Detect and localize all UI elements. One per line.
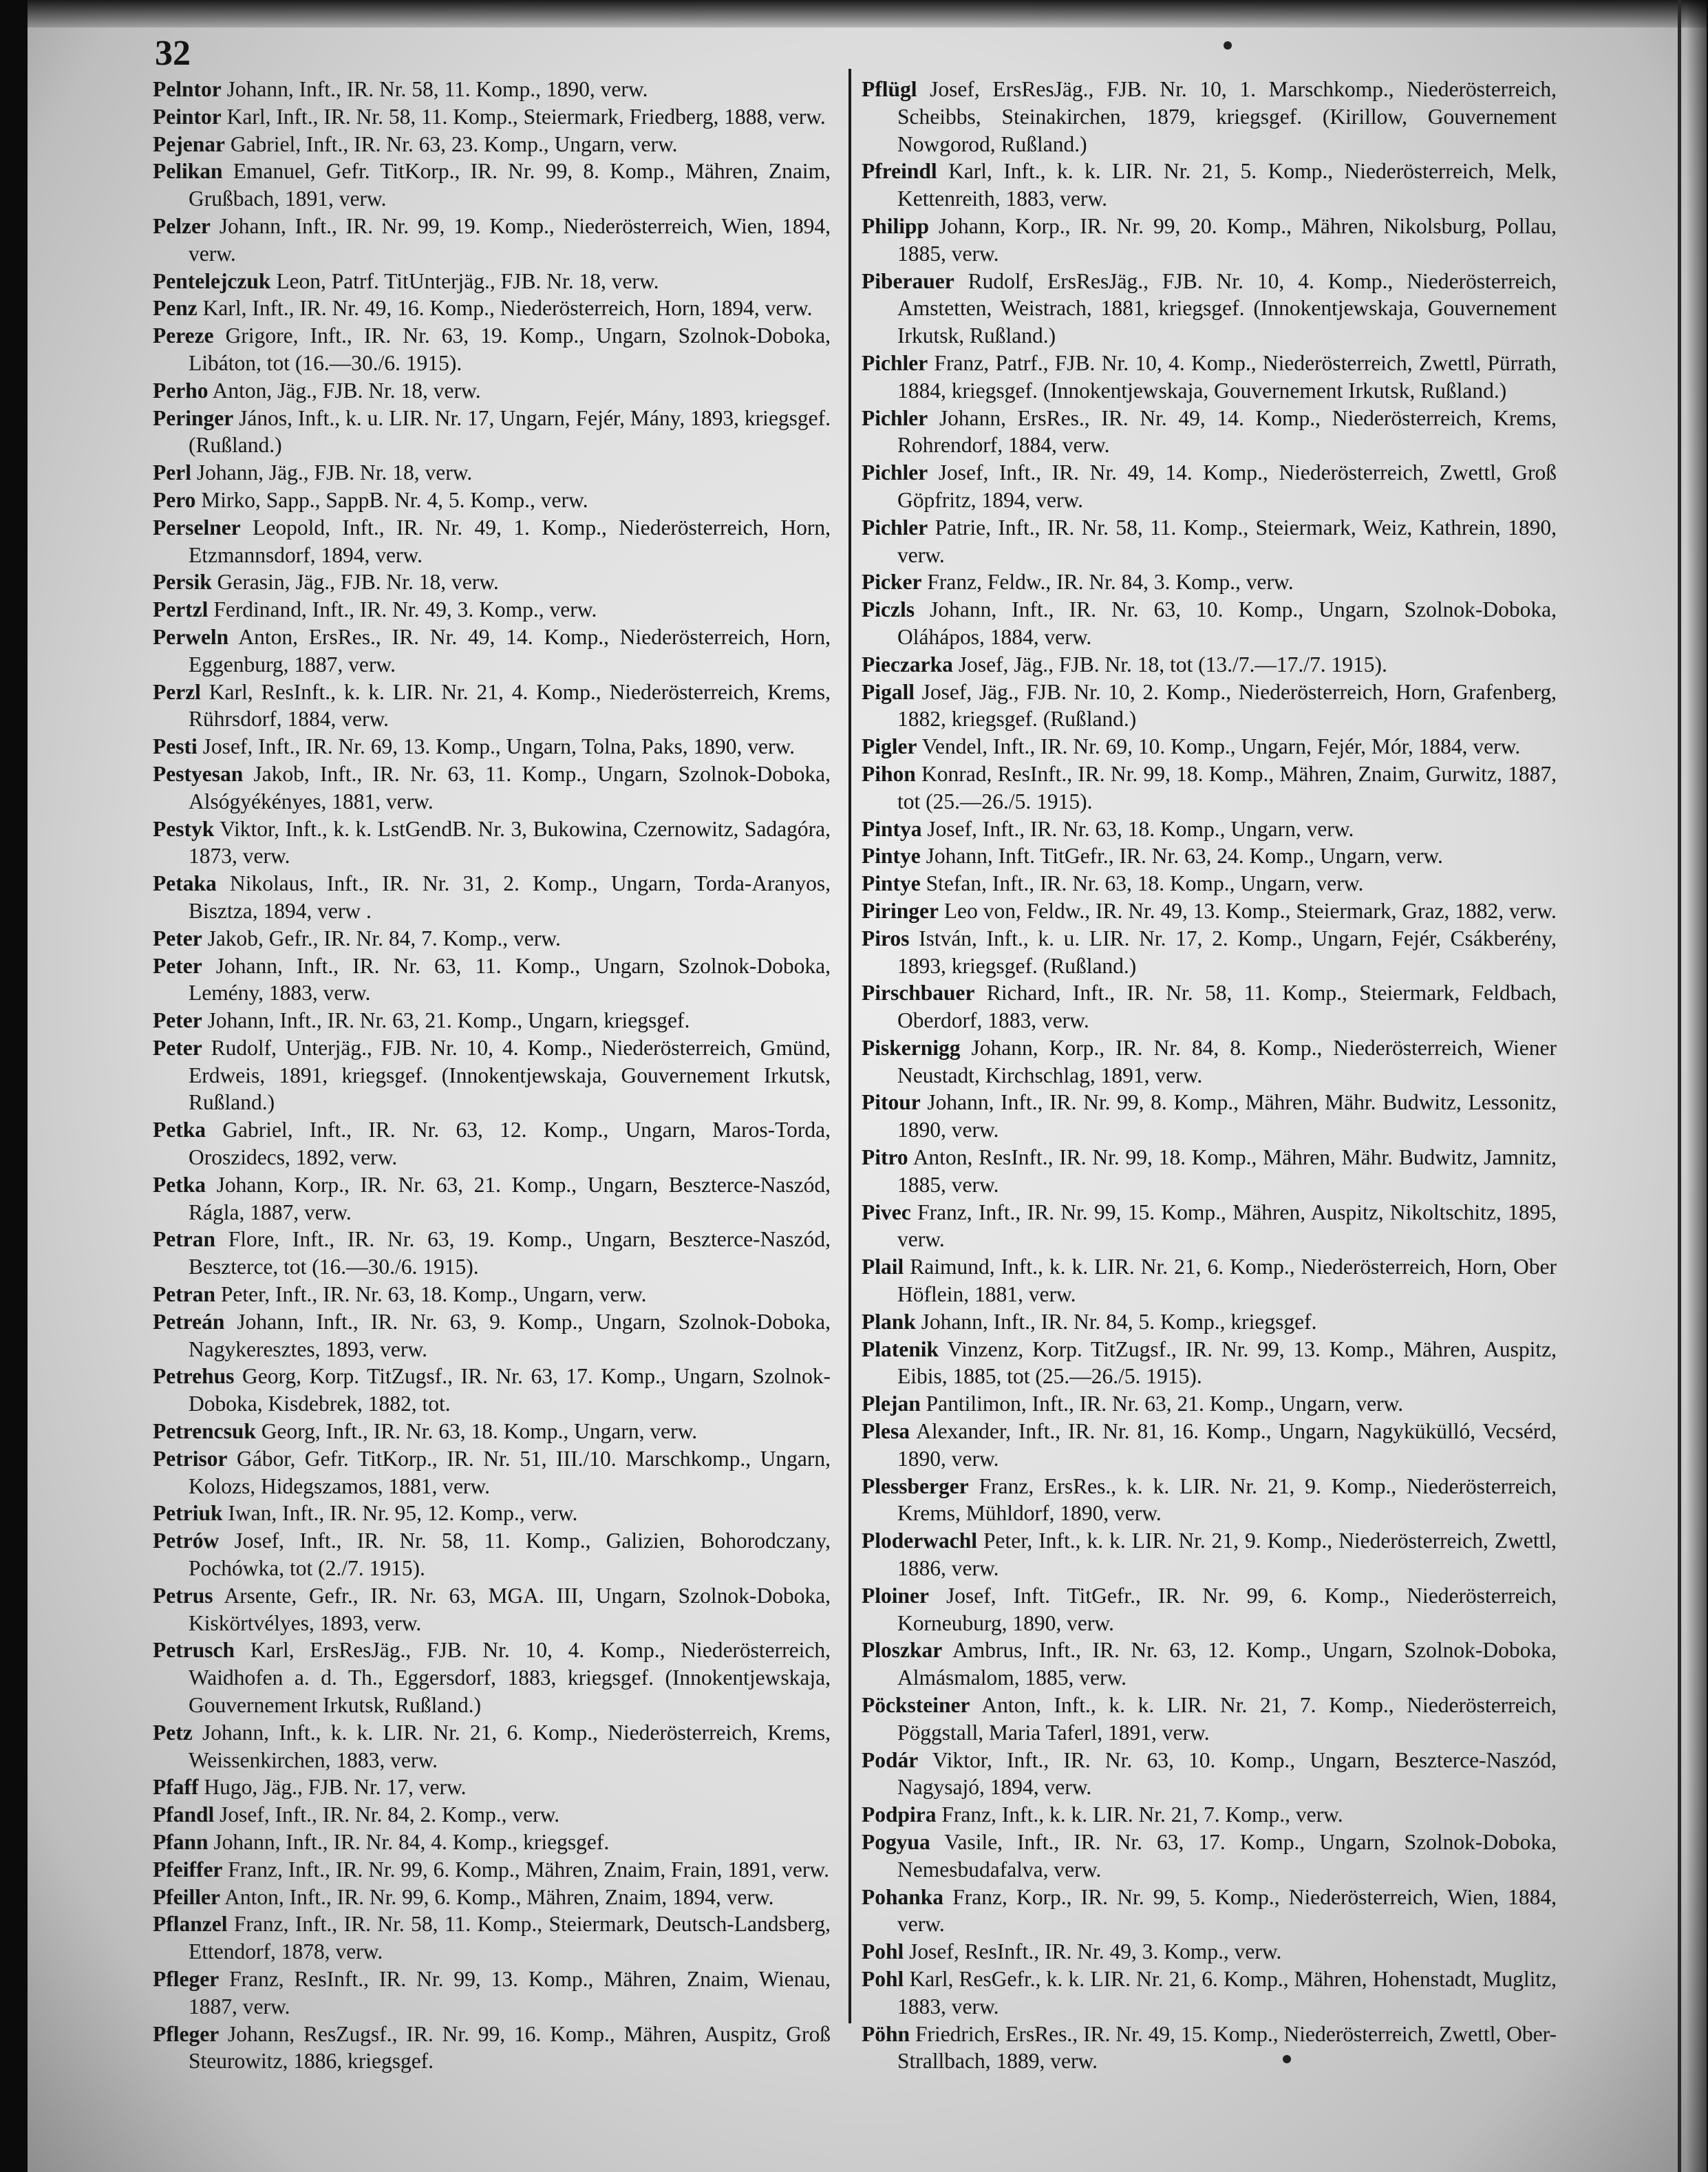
list-item	[862, 158, 1557, 213]
entry-details: Johann, ErsRes., IR. Nr. 49, 14. Komp., Niederösterreich, Krems, Rohrendorf, 1884, verw.	[897, 405, 1557, 458]
entry-details: Johann, Korp., IR. Nr. 99, 20. Komp., Mähren, Nikolsburg, Pollau, 1885, verw.	[897, 213, 1557, 266]
entry-surname: Pfandl	[153, 1802, 215, 1827]
entry-surname: Plejan	[862, 1392, 921, 1416]
entry-details: Johann, Inft. TitGefr., IR. Nr. 63, 24. Komp., Ungarn, verw.	[926, 844, 1443, 869]
entry-surname: Peringer	[153, 405, 234, 430]
entry-details: Stefan, Inft., IR. Nr. 63, 18. Komp., Ungarn, verw.	[926, 871, 1364, 896]
entry-surname: Pfleger	[153, 2021, 220, 2046]
list-item	[862, 1801, 1557, 1829]
entry-details: Gabriel, Inft., IR. Nr. 63, 12. Komp., Ungarn, Maros-Torda, Oroszidecs, 1892, verw.	[189, 1118, 831, 1170]
entry-surname: Peter	[153, 953, 202, 978]
list-item	[153, 1966, 831, 2021]
entry-details: Johann, Inft., IR. Nr. 99, 19. Komp., Niederösterreich, Wien, 1894, verw.	[189, 213, 831, 266]
entry-surname: Pihon	[862, 761, 916, 786]
list-item	[153, 733, 831, 760]
left-column	[153, 76, 831, 2075]
entry-surname: Pestyesan	[153, 761, 244, 786]
entry-surname: Plessberger	[862, 1473, 969, 1498]
list-item	[153, 1527, 831, 1582]
list-item	[862, 568, 1557, 596]
entry-details: Rudolf, ErsResJäg., FJB. Nr. 10, 4. Komp., Niederösterreich, Amstetten, Weistrach, 1881, kriegsgef. (Innokentjewskaja, Gouvernement Irkutsk, Rußland.)	[897, 268, 1557, 348]
entry-details: Johann, Jäg., FJB. Nr. 18, verw.	[196, 460, 473, 485]
entry-details: Leopold, Inft., IR. Nr. 49, 1. Komp., Niederösterreich, Horn, Etzmannsdorf, 1894, verw.	[189, 515, 831, 567]
entry-surname: Podár	[862, 1747, 919, 1772]
entry-surname: Peter	[153, 1035, 202, 1060]
entry-details: Karl, ResGefr., k. k. LIR. Nr. 21, 6. Komp., Mähren, Hohenstadt, Muglitz, 1883, verw.	[897, 1966, 1557, 2019]
entry-details: Karl, ErsResJäg., FJB. Nr. 10, 4. Komp., Niederösterreich, Waidhofen a. d. Th., Eggersdorf, 1883, kriegsgef. (Innokentjewskaja, Gouvernement Irkutsk, Rußland.)	[189, 1638, 831, 1718]
entry-surname: Pintye	[862, 871, 921, 896]
entry-details: Karl, Inft., k. k. LIR. Nr. 21, 5. Komp., Niederösterreich, Melk, Kettenreith, 1883, verw.	[897, 159, 1557, 211]
list-item	[862, 514, 1557, 569]
entry-surname: Peintor	[153, 104, 222, 129]
list-item	[153, 131, 831, 158]
list-item	[153, 1856, 831, 1884]
entry-details: István, Inft., k. u. LIR. Nr. 17, 2. Komp., Ungarn, Fejér, Csákberény, 1893, kriegsgef. (Rußland.)	[897, 926, 1557, 978]
list-item	[862, 870, 1557, 897]
list-item	[153, 870, 831, 925]
entry-surname: Pichler	[862, 405, 928, 430]
list-item	[153, 103, 831, 131]
list-item	[862, 1637, 1557, 1692]
entry-surname: Pelntor	[153, 77, 222, 101]
entry-details: Alexander, Inft., IR. Nr. 81, 16. Komp., Ungarn, Nagykükülló, Vecsérd, 1890, verw.	[897, 1419, 1557, 1471]
entry-details: Rudolf, Unterjäg., FJB. Nr. 10, 4. Komp., Niederösterreich, Gmünd, Erdweis, 1891, kriegsgef. (Innokentjewskaja, Gouvernement Irkutsk, Rußland.)	[189, 1035, 831, 1115]
entry-surname: Persik	[153, 570, 212, 595]
entry-surname: Pentelejczuk	[153, 268, 271, 293]
entry-surname: Piczls	[862, 597, 915, 622]
entry-surname: Petka	[153, 1172, 206, 1197]
list-item	[153, 1308, 831, 1363]
list-item	[153, 816, 831, 871]
entry-surname: Plail	[862, 1255, 904, 1279]
entry-surname: Pfann	[153, 1830, 209, 1854]
entry-details: Pantilimon, Inft., IR. Nr. 63, 21. Komp., Ungarn, verw.	[926, 1392, 1404, 1416]
entry-surname: Petka	[153, 1118, 206, 1142]
entry-surname: Petrehus	[153, 1364, 235, 1389]
list-item	[153, 2021, 831, 2076]
list-item	[862, 2021, 1557, 2076]
entry-surname: Petrencsuk	[153, 1419, 256, 1444]
list-item	[153, 295, 831, 322]
entry-details: Franz, ResInft., IR. Nr. 99, 13. Komp., Mähren, Znaim, Wienau, 1887, verw.	[189, 1966, 831, 2019]
entry-surname: Pitro	[862, 1145, 908, 1170]
list-item	[862, 596, 1557, 651]
entry-surname: Plank	[862, 1309, 916, 1334]
entry-details: Ferdinand, Inft., IR. Nr. 49, 3. Komp., verw.	[213, 597, 597, 622]
entry-details: Johann, Inft., k. k. LIR. Nr. 21, 6. Komp., Niederösterreich, Krems, Weissenkirchen, 1883, verw.	[189, 1720, 831, 1772]
list-item	[153, 158, 831, 213]
entry-surname: Pohanka	[862, 1884, 944, 1909]
entry-details: Johann, Inft., IR. Nr. 63, 9. Komp., Ungarn, Szolnok-Doboka, Nagykeresztes, 1893, verw.	[189, 1309, 831, 1361]
list-item	[153, 1774, 831, 1801]
list-item	[153, 1500, 831, 1527]
entry-surname: Petrus	[153, 1583, 213, 1608]
entry-details: Anton, Inft., k. k. LIR. Nr. 21, 7. Komp., Niederösterreich, Pöggstall, Maria Taferl, 1891, verw.	[897, 1693, 1557, 1745]
list-item	[862, 1473, 1557, 1528]
list-item	[153, 322, 831, 377]
entry-details: Richard, Inft., IR. Nr. 58, 11. Komp., Steiermark, Feldbach, Oberdorf, 1883, verw.	[897, 981, 1557, 1033]
entry-surname: Pigall	[862, 679, 915, 704]
list-item	[153, 405, 831, 460]
list-item	[862, 842, 1557, 870]
entry-details: Vasile, Inft., IR. Nr. 63, 17. Komp., Ungarn, Szolnok-Doboka, Nemesbudafalva, verw.	[897, 1830, 1557, 1882]
list-item	[153, 1445, 831, 1500]
page-top-shadow	[28, 0, 1707, 28]
entry-surname: Pitour	[862, 1090, 921, 1115]
entry-details: Franz, ErsRes., k. k. LIR. Nr. 21, 9. Komp., Niederösterreich, Krems, Mühldorf, 1890, verw.	[897, 1473, 1557, 1526]
entry-details: Flore, Inft., IR. Nr. 63, 19. Komp., Ungarn, Beszterce-Naszód, Beszterce, tot (16.—30./6. 1915).	[189, 1227, 831, 1279]
page-number: 32	[155, 34, 191, 73]
entry-surname: Piberauer	[862, 268, 954, 293]
entry-details: Josef, Inft., IR. Nr. 84, 2. Komp., verw.	[220, 1802, 560, 1827]
list-item	[862, 1692, 1557, 1747]
entry-details: Josef, Jäg., FJB. Nr. 18, tot (13./7.—17./7. 1915).	[958, 652, 1387, 677]
entry-surname: Pfreindl	[862, 159, 937, 184]
entry-surname: Penz	[153, 296, 198, 321]
list-item	[153, 679, 831, 734]
entry-surname: Piskernigg	[862, 1035, 961, 1060]
entry-details: Viktor, Inft., IR. Nr. 63, 10. Komp., Ungarn, Beszterce-Naszód, Nagysajó, 1894, verw.	[897, 1747, 1557, 1800]
list-item	[153, 1363, 831, 1418]
list-item	[153, 1582, 831, 1637]
entry-surname: Pieczarka	[862, 652, 953, 677]
list-item	[862, 1144, 1557, 1199]
entry-surname: Pintya	[862, 816, 922, 841]
list-item	[862, 733, 1557, 760]
entry-surname: Petran	[153, 1227, 215, 1252]
entry-details: Leon, Patrf. TitUnterjäg., FJB. Nr. 18, verw.	[276, 268, 659, 293]
entry-surname: Pivec	[862, 1200, 911, 1224]
entry-surname: Petran	[153, 1282, 215, 1307]
list-item	[153, 487, 831, 514]
entry-details: Johann, Inft., IR. Nr. 84, 4. Komp., kriegsgef.	[213, 1830, 610, 1854]
entry-surname: Piros	[862, 926, 910, 950]
entry-surname: Ploszkar	[862, 1638, 943, 1663]
list-item	[862, 1527, 1557, 1582]
list-item	[862, 350, 1557, 405]
list-item	[153, 1637, 831, 1718]
entry-surname: Petreán	[153, 1309, 225, 1334]
entry-details: Patrie, Inft., IR. Nr. 58, 11. Komp., Steiermark, Weiz, Kathrein, 1890, verw.	[897, 515, 1557, 567]
entry-details: Georg, Korp. TitZugsf., IR. Nr. 63, 17. Komp., Ungarn, Szolnok-Doboka, Kisdebrek, 1882, tot.	[189, 1364, 831, 1416]
entry-surname: Platenik	[862, 1337, 939, 1361]
entry-surname: Perselner	[153, 515, 241, 540]
entry-details: Franz, Inft., k. k. LIR. Nr. 21, 7. Komp., verw.	[941, 1802, 1343, 1827]
entry-details: Johann, Inft., IR. Nr. 63, 21. Komp., Ungarn, kriegsgef.	[207, 1008, 690, 1033]
entry-surname: Podpira	[862, 1802, 937, 1827]
entry-details: Anton, ResInft., IR. Nr. 99, 18. Komp., Mähren, Mähr. Budwitz, Jamnitz, 1885, verw.	[897, 1145, 1557, 1197]
entry-surname: Picker	[862, 570, 922, 595]
list-item	[153, 377, 831, 405]
list-item	[153, 213, 831, 268]
entry-details: Nikolaus, Inft., IR. Nr. 31, 2. Komp., Ungarn, Torda-Aranyos, Bisztza, 1894, verw .	[189, 871, 831, 923]
entry-details: Josef, Inft., IR. Nr. 63, 18. Komp., Ungarn, verw.	[927, 816, 1354, 841]
ink-spot	[1224, 41, 1232, 50]
entry-surname: Pfleger	[153, 1966, 220, 1991]
entry-surname: Pichler	[862, 350, 928, 375]
entry-details: Johann, Inft., IR. Nr. 63, 11. Komp., Ungarn, Szolnok-Doboka, Lemény, 1883, verw.	[189, 953, 831, 1005]
list-item	[862, 1418, 1557, 1473]
list-item	[862, 1747, 1557, 1802]
entry-details: Franz, Patrf., FJB. Nr. 10, 4. Komp., Niederösterreich, Zwettl, Pürrath, 1884, kriegsgef. (Innokentjewskaja, Gouvernement Irkutsk, Rußland.)	[897, 350, 1557, 403]
ink-spot	[1283, 2055, 1291, 2063]
entry-details: Peter, Inft., IR. Nr. 63, 18. Komp., Ungarn, verw.	[220, 1282, 647, 1307]
entry-details: Jakob, Inft., IR. Nr. 63, 11. Komp., Ungarn, Szolnok-Doboka, Alsógyékényes, 1881, verw.	[189, 761, 831, 813]
entry-surname: Pfaff	[153, 1775, 199, 1800]
entry-details: Franz, Inft., IR. Nr. 58, 11. Komp., Steiermark, Deutsch-Landsberg, Ettendorf, 1878, verw.	[189, 1912, 831, 1964]
entry-details: Johann, Inft., IR. Nr. 99, 8. Komp., Mähren, Mähr. Budwitz, Lessonitz, 1890, verw.	[897, 1090, 1557, 1142]
entry-details: Johann, ResZugsf., IR. Nr. 99, 16. Komp., Mähren, Auspitz, Groß Steurowitz, 1886, kriegsgef.	[189, 2021, 831, 2074]
entry-surname: Pöhn	[862, 2021, 910, 2046]
entry-surname: Pohl	[862, 1966, 904, 1991]
book-page	[28, 0, 1707, 2172]
entry-details: Josef, Inft. TitGefr., IR. Nr. 99, 6. Komp., Niederösterreich, Korneuburg, 1890, verw.	[897, 1583, 1557, 1635]
list-item	[153, 1801, 831, 1829]
list-item	[153, 1910, 831, 1966]
entry-details: Josef, Inft., IR. Nr. 69, 13. Komp., Ungarn, Tolna, Paks, 1890, verw.	[202, 734, 796, 759]
entry-surname: Perl	[153, 460, 191, 485]
entry-surname: Ploiner	[862, 1583, 929, 1608]
entry-details: Vinzenz, Korp. TitZugsf., IR. Nr. 99, 13. Komp., Mähren, Auspitz, Eibis, 1885, tot (25.—26./5. 1915).	[897, 1337, 1557, 1389]
list-item	[153, 1829, 831, 1856]
list-item	[862, 651, 1557, 679]
list-item	[153, 568, 831, 596]
list-item	[862, 1089, 1557, 1144]
entry-details: Karl, ResInft., k. k. LIR. Nr. 21, 4. Komp., Niederösterreich, Krems, Rührsdorf, 1884, verw.	[189, 679, 831, 732]
entry-surname: Pertzl	[153, 597, 209, 622]
entry-surname: Pichler	[862, 515, 928, 540]
entry-details: Johann, Inft., IR. Nr. 58, 11. Komp., 1890, verw.	[226, 77, 648, 101]
entry-surname: Pfeiller	[153, 1884, 220, 1909]
entry-surname: Pöcksteiner	[862, 1693, 970, 1718]
entry-surname: Plesa	[862, 1419, 910, 1444]
entry-surname: Pirschbauer	[862, 981, 975, 1005]
entry-details: Johann, Korp., IR. Nr. 84, 8. Komp., Niederösterreich, Wiener Neustadt, Kirchschlag, 1891, verw.	[897, 1035, 1557, 1087]
list-item	[862, 1884, 1557, 1939]
entry-details: Gerasin, Jäg., FJB. Nr. 18, verw.	[217, 570, 499, 595]
entry-surname: Pichler	[862, 460, 928, 485]
list-item	[862, 1582, 1557, 1637]
entry-surname: Pejenar	[153, 131, 225, 156]
entry-details: Grigore, Inft., IR. Nr. 63, 19. Komp., Ungarn, Szolnok-Doboka, Libáton, tot (16.—30./6. 1915).	[189, 323, 831, 375]
list-item	[153, 76, 831, 103]
list-item	[153, 1884, 831, 1911]
entry-details: Vendel, Inft., IR. Nr. 69, 10. Komp., Ungarn, Fejér, Mór, 1884, verw.	[921, 734, 1521, 759]
entry-details: Viktor, Inft., k. k. LstGendB. Nr. 3, Bukowina, Czernowitz, Sadagóra, 1873, verw.	[189, 816, 831, 869]
entry-details: Josef, Jäg., FJB. Nr. 10, 2. Komp., Niederösterreich, Horn, Grafenberg, 1882, kriegsgef. (Rußland.)	[897, 679, 1557, 732]
entry-surname: Pigler	[862, 734, 917, 759]
list-item	[153, 1116, 831, 1171]
entry-details: Franz, Inft., IR. Nr. 99, 6. Komp., Mähren, Znaim, Frain, 1891, verw.	[228, 1857, 829, 1882]
list-item	[153, 925, 831, 952]
entry-surname: Ploderwachl	[862, 1529, 977, 1553]
entry-surname: Pestyk	[153, 816, 215, 841]
list-item	[153, 268, 831, 295]
entry-details: Leo von, Feldw., IR. Nr. 49, 13. Komp., Steiermark, Graz, 1882, verw.	[943, 898, 1557, 923]
entry-details: Anton, ErsRes., IR. Nr. 49, 14. Komp., Niederösterreich, Horn, Eggenburg, 1887, verw.	[189, 624, 831, 677]
entry-surname: Peter	[153, 1008, 202, 1033]
list-item	[153, 1034, 831, 1116]
entry-surname: Peter	[153, 926, 202, 950]
list-item	[153, 1281, 831, 1308]
entry-details: Josef, Inft., IR. Nr. 49, 14. Komp., Niederösterreich, Zwettl, Groß Göpfritz, 1894, verw.	[897, 460, 1557, 512]
entry-surname: Pelikan	[153, 159, 223, 184]
list-item	[153, 1418, 831, 1445]
entry-surname: Pintye	[862, 844, 921, 869]
list-item	[862, 1308, 1557, 1336]
list-item	[153, 760, 831, 816]
list-item	[862, 1336, 1557, 1391]
list-item	[862, 925, 1557, 980]
list-item	[862, 1253, 1557, 1308]
list-item	[153, 1226, 831, 1281]
entry-details: János, Inft., k. u. LIR. Nr. 17, Ungarn, Fejér, Mány, 1893, kriegsgef. (Rußland.)	[189, 405, 831, 458]
entry-details: Karl, Inft., IR. Nr. 49, 16. Komp., Niederösterreich, Horn, 1894, verw.	[202, 296, 813, 321]
entry-details: Josef, Inft., IR. Nr. 58, 11. Komp., Galizien, Bohorodczany, Pochówka, tot (2./7. 1915).	[189, 1529, 831, 1581]
entry-details: Georg, Inft., IR. Nr. 63, 18. Komp., Ungarn, verw.	[261, 1419, 698, 1444]
entry-surname: Perweln	[153, 624, 229, 649]
list-item	[862, 979, 1557, 1034]
list-item	[153, 952, 831, 1008]
entry-surname: Petz	[153, 1720, 193, 1745]
entry-surname: Pesti	[153, 734, 198, 759]
entry-details: Iwan, Inft., IR. Nr. 95, 12. Komp., verw.	[228, 1501, 578, 1526]
list-item	[153, 624, 831, 679]
entry-surname: Philipp	[862, 213, 930, 238]
list-item	[862, 459, 1557, 514]
entry-details: Arsente, Gefr., IR. Nr. 63, MGA. III, Ungarn, Szolnok-Doboka, Kiskörtvélyes, 1893, verw.	[189, 1583, 831, 1635]
list-item	[153, 1007, 831, 1034]
entry-details: Hugo, Jäg., FJB. Nr. 17, verw.	[204, 1775, 467, 1800]
entry-details: Raimund, Inft., k. k. LIR. Nr. 21, 6. Komp., Niederösterreich, Horn, Ober Höflein, 1881, verw.	[897, 1255, 1557, 1307]
entry-details: Gabriel, Inft., IR. Nr. 63, 23. Komp., Ungarn, verw.	[230, 131, 678, 156]
entry-details: Franz, Korp., IR. Nr. 99, 5. Komp., Niederösterreich, Wien, 1884, verw.	[897, 1884, 1557, 1937]
list-item	[862, 213, 1557, 268]
entry-details: Johann, Inft., IR. Nr. 84, 5. Komp., kriegsgef.	[921, 1309, 1317, 1334]
list-item	[153, 1719, 831, 1774]
page-edge-line	[1678, 0, 1681, 2172]
entry-details: Johann, Inft., IR. Nr. 63, 10. Komp., Ungarn, Szolnok-Doboka, Oláhápos, 1884, verw.	[897, 597, 1557, 649]
entry-details: Peter, Inft., k. k. LIR. Nr. 21, 9. Komp., Niederösterreich, Zwettl, 1886, verw.	[897, 1529, 1557, 1581]
entry-surname: Pero	[153, 487, 196, 512]
entry-surname: Pereze	[153, 323, 214, 348]
entry-details: Anton, Inft., IR. Nr. 99, 6. Komp., Mähren, Znaim, 1894, verw.	[224, 1884, 774, 1909]
entry-details: Gábor, Gefr. TitKorp., IR. Nr. 51, III./10. Marschkomp., Ungarn, Kolozs, Hidegszamos, 1881, verw.	[189, 1446, 831, 1498]
entry-details: Anton, Jäg., FJB. Nr. 18, verw.	[212, 378, 481, 403]
entry-surname: Pogyua	[862, 1830, 930, 1854]
entry-surname: Pohl	[862, 1939, 904, 1964]
entry-surname: Petaka	[153, 871, 217, 896]
entry-details: Friedrich, ErsRes., IR. Nr. 49, 15. Komp., Niederösterreich, Zwettl, Ober-Strallbach, 1889, verw.	[897, 2021, 1557, 2074]
list-item	[153, 1171, 831, 1226]
right-column	[862, 76, 1557, 2075]
list-item	[862, 1390, 1557, 1418]
list-item	[862, 268, 1557, 350]
entry-surname: Petrów	[153, 1529, 220, 1553]
entry-surname: Perho	[153, 378, 209, 403]
column-divider	[848, 69, 851, 2023]
entry-details: Ambrus, Inft., IR. Nr. 63, 12. Komp., Ungarn, Szolnok-Doboka, Almásmalom, 1885, verw.	[897, 1638, 1557, 1690]
list-item	[862, 405, 1557, 460]
list-item	[862, 679, 1557, 734]
list-item	[153, 514, 831, 569]
list-item	[862, 897, 1557, 925]
list-item	[153, 459, 831, 487]
page-edge-shadow	[1686, 0, 1707, 2172]
entry-surname: Pelzer	[153, 213, 211, 238]
entry-surname: Pflanzel	[153, 1912, 228, 1937]
list-item	[862, 1034, 1557, 1089]
list-item	[862, 76, 1557, 158]
entry-surname: Pfeiffer	[153, 1857, 223, 1882]
entry-details: Johann, Korp., IR. Nr. 63, 21. Komp., Ungarn, Beszterce-Naszód, Rágla, 1887, verw.	[189, 1172, 831, 1224]
list-item	[862, 1829, 1557, 1884]
entry-details: Emanuel, Gefr. TitKorp., IR. Nr. 99, 8. Komp., Mähren, Znaim, Grußbach, 1891, verw.	[189, 159, 831, 211]
entry-surname: Perzl	[153, 679, 201, 704]
entry-details: Josef, ErsResJäg., FJB. Nr. 10, 1. Marschkomp., Niederösterreich, Scheibbs, Steinakirchen, 1879, kriegsgef. (Kirillow, Gouvernement Nowgorod, Rußland.)	[897, 77, 1557, 156]
list-item	[153, 596, 831, 624]
entry-surname: Petriuk	[153, 1501, 223, 1526]
entry-surname: Pflügl	[862, 77, 917, 101]
entry-details: Jakob, Gefr., IR. Nr. 84, 7. Komp., verw.	[207, 926, 561, 950]
entry-details: Franz, Feldw., IR. Nr. 84, 3. Komp., verw.	[927, 570, 1294, 595]
list-item	[862, 1966, 1557, 2021]
list-item	[862, 1938, 1557, 1966]
entry-details: Konrad, ResInft., IR. Nr. 99, 18. Komp., Mähren, Znaim, Gurwitz, 1887, tot (25.—26./5. 1915).	[897, 761, 1557, 813]
list-item	[862, 816, 1557, 843]
entry-surname: Petrusch	[153, 1638, 235, 1663]
list-item	[862, 1199, 1557, 1254]
entry-details: Mirko, Sapp., SappB. Nr. 4, 5. Komp., verw.	[201, 487, 588, 512]
entry-surname: Petrisor	[153, 1446, 228, 1471]
entry-details: Franz, Inft., IR. Nr. 99, 15. Komp., Mähren, Auspitz, Nikoltschitz, 1895, verw.	[897, 1200, 1557, 1252]
entry-details: Josef, ResInft., IR. Nr. 49, 3. Komp., verw.	[909, 1939, 1282, 1964]
entry-surname: Piringer	[862, 898, 939, 923]
list-item	[862, 760, 1557, 816]
entry-details: Karl, Inft., IR. Nr. 58, 11. Komp., Steiermark, Friedberg, 1888, verw.	[226, 104, 826, 129]
